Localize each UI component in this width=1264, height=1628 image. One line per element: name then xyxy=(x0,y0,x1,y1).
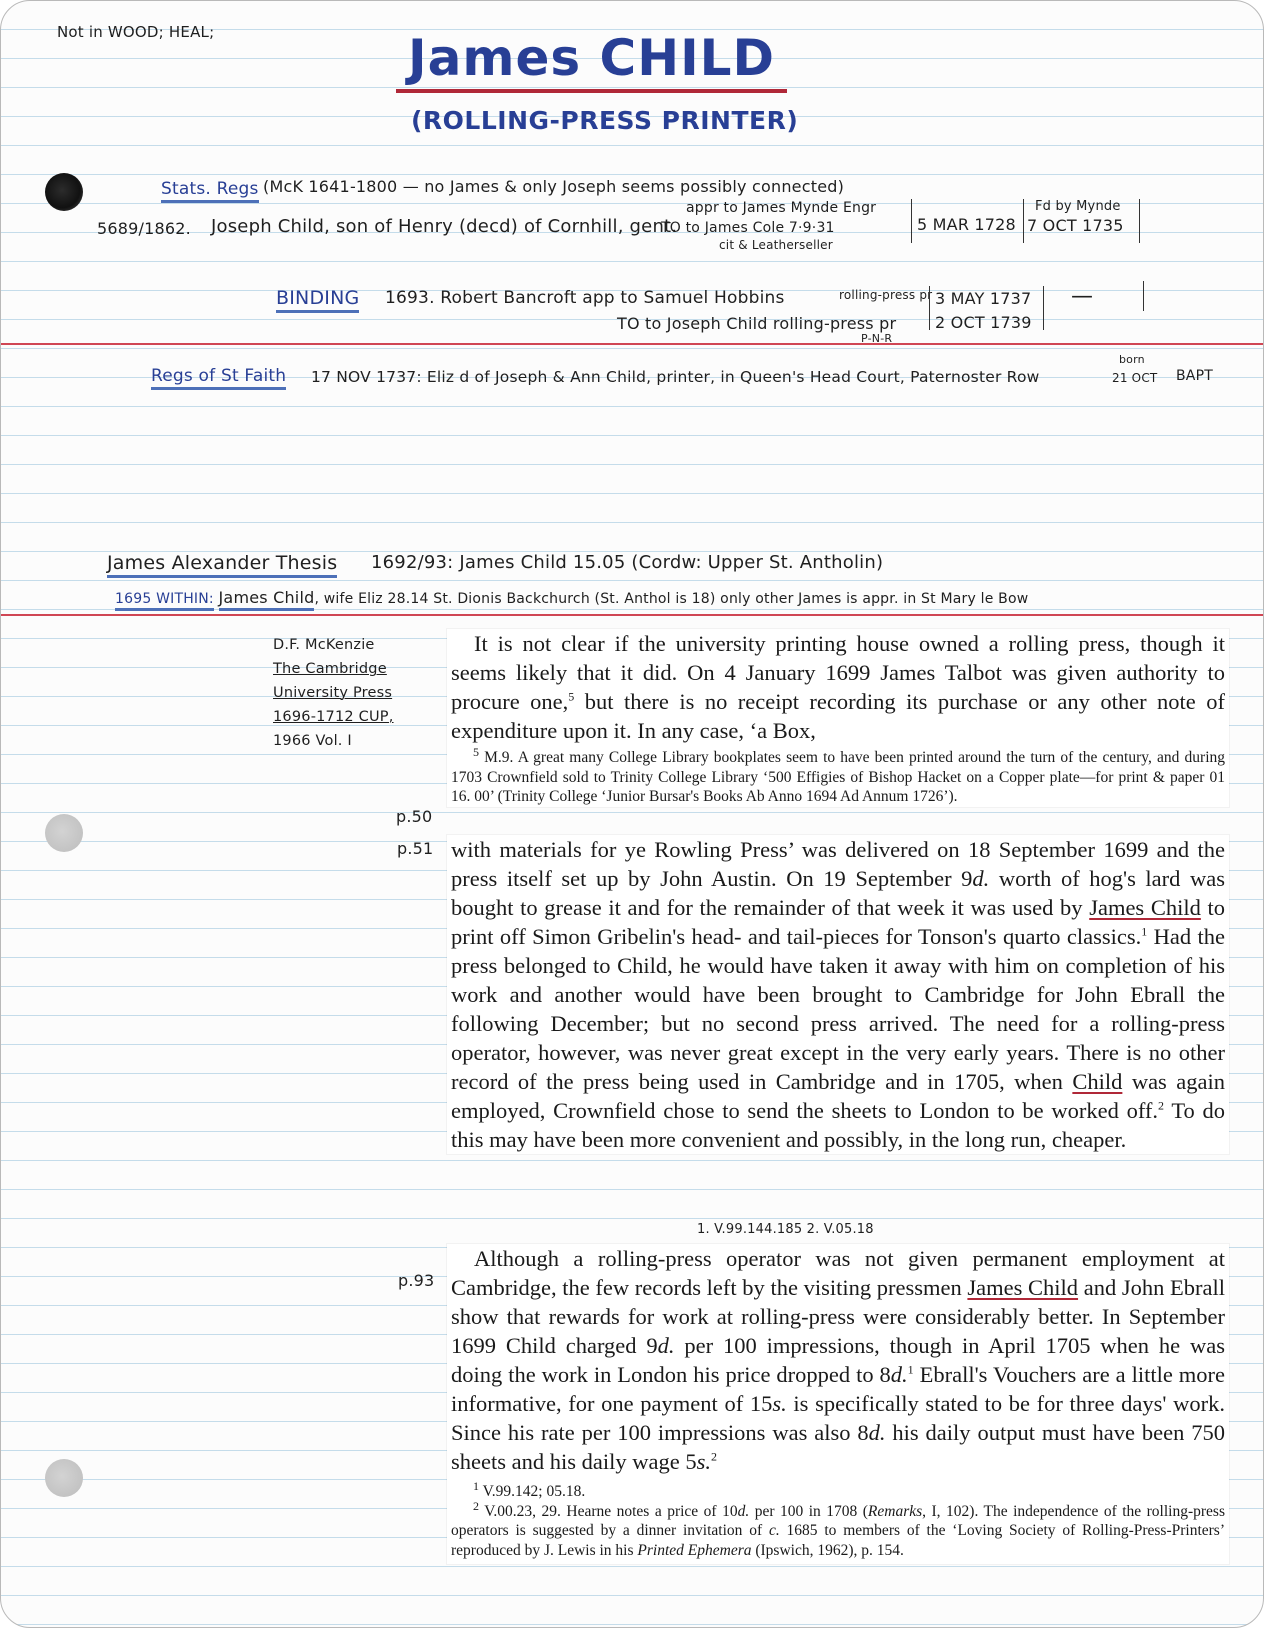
source-line-1: D.F. McKenzie xyxy=(273,637,375,653)
stats-regs-note: (McK 1641-1800 — no James & only Joseph seems possibly connected) xyxy=(263,177,845,196)
stats-col-rule-3 xyxy=(1139,199,1140,243)
excerpt-p93-fn1-text: V.99.142; 05.18. xyxy=(482,1483,586,1500)
corner-note: Not in WOOD; HEAL; xyxy=(57,23,215,41)
binding-pnr: P-N-R xyxy=(861,332,893,345)
stats-regs-date1: 5 MAR 1728 xyxy=(917,215,1016,234)
excerpt-p93-fn2-e: (Ipswich, 1962), p. 154. xyxy=(751,1541,904,1559)
excerpt-p50-body xyxy=(451,629,1225,745)
excerpt-p93-fn1 xyxy=(451,1478,1225,1502)
faith-label xyxy=(151,366,286,386)
excerpt-p93-fn2-d2: 1685 to members of the ‘Loving Society of Rolling-Press-Printers’ reproduced by J. Lewis in his xyxy=(451,1522,1225,1559)
stats-regs-date2-note: Fd by Mynde xyxy=(1035,199,1121,214)
faith-label-text: Regs of St Faith xyxy=(151,366,286,390)
excerpt-p51-body xyxy=(451,835,1225,1154)
excerpt-p50-text-b: but there is no receipt recording its purchase or any other note of expenditure upon it. In any case, ‘a Box, xyxy=(451,689,1225,743)
binding-label-text: BINDING xyxy=(276,287,359,313)
excerpt-p93-fn2-pe: Printed Ephemera xyxy=(637,1541,752,1559)
stats-regs-label xyxy=(161,179,259,199)
excerpt-p50-footnote-para xyxy=(451,744,1225,807)
excerpt-p93-name1: James Child xyxy=(967,1275,1079,1300)
stats-col-rule-1 xyxy=(911,199,912,243)
excerpt-p93-t5: is specifically stated to be for three days' work. Since his rate per 100 impressions was also 8 xyxy=(451,1391,1225,1445)
excerpt-p50-footnote xyxy=(451,744,1225,807)
stats-regs-label-text: Stats. Regs xyxy=(161,179,259,203)
binding-label xyxy=(276,287,359,309)
thesis-within-name: James Child xyxy=(219,588,315,611)
thesis-within-rest: , wife Eliz 28.14 St. Dionis Backchurch (St. Anthol is 18) only other James is appr. in St Mary le Bow xyxy=(314,591,1029,607)
excerpt-p51-t4: Had the press belonged to Child, he would have taken it away with him on completion of his work and another would have been brought to Cambridge for John Ebrall the following December; but no second press arrived. The need for a rolling-press operator, however, was never great except in the very early years. There is no other record of the press being used in Cambridge and in 1705, when xyxy=(451,924,1225,1094)
excerpt-p51-sup2: 2 xyxy=(1158,1098,1165,1113)
stats-regs-entry: Joseph Child, son of Henry (decd) of Cornhill, gent. xyxy=(211,216,678,237)
excerpt-p51-t6: To do this may have been more convenient and possibly, in the long run, cheaper. xyxy=(451,1098,1225,1152)
excerpt-p51-t5: was again employed, Crownfield chose to send the sheets to London to be worked off. xyxy=(451,1069,1225,1123)
thesis-within xyxy=(115,588,1028,607)
stats-regs-date2: 7 OCT 1735 xyxy=(1027,216,1124,235)
page-ref-93: p.93 xyxy=(398,1271,435,1290)
binding-date2: 2 OCT 1739 xyxy=(935,313,1032,332)
source-line-3: University Press xyxy=(273,685,393,701)
binder-hole-top xyxy=(45,173,83,211)
source-line-2: The Cambridge xyxy=(273,661,387,677)
excerpt-p93-fn2-num: 2 xyxy=(473,1498,479,1513)
excerpt-p93-fn2-d: d. xyxy=(737,1502,750,1520)
binding-col-rule-2 xyxy=(1043,286,1044,330)
stats-col-rule-2 xyxy=(1023,199,1024,243)
faith-entry: 17 NOV 1737: Eliz d of Joseph & Ann Child, printer, in Queen's Head Court, Paternoster Row xyxy=(311,368,1040,386)
excerpt-p51-name2: Child xyxy=(1072,1069,1123,1094)
stats-regs-to: TO to James Cole 7·9·31 xyxy=(661,220,835,236)
page-ref-51: p.51 xyxy=(397,839,434,858)
excerpt-p51-t3: to print off Simon Gribelin's head- and tail-pieces for Tonson's quarto classics. xyxy=(451,895,1225,949)
title-name xyxy=(396,29,787,93)
excerpt-p93-d1: d. xyxy=(657,1333,675,1358)
faith-born-date: 21 OCT xyxy=(1112,371,1158,385)
excerpt-p51-t2: worth of hog's lard was bought to grease it and for the remainder of that week it was used by xyxy=(451,866,1225,920)
excerpt-p93-sup2: 2 xyxy=(710,1449,717,1464)
source-line-4-text: 1696-1712 CUP, xyxy=(273,709,394,725)
excerpt-p93-t6: his daily output must have been 750 sheets and his daily wage 5 xyxy=(451,1420,1225,1474)
binding-col-rule-3 xyxy=(1143,281,1144,311)
excerpt-p51-t1: with materials for ye Rowling Press’ was delivered on 18 September 1699 and the press itself set up by John Austin. On 19 September 9 xyxy=(451,837,1225,891)
binder-hole-bottom xyxy=(45,1459,83,1497)
excerpt-p51-name1: James Child xyxy=(1089,895,1201,920)
binder-hole-middle xyxy=(45,814,83,852)
faith-born: born xyxy=(1119,353,1145,366)
title-name-text: James CHILD xyxy=(408,29,776,87)
excerpt-p93-t2: and John Ebrall show that rewards for work at rolling-press were considerably better. In September 1699 Child charged 9 xyxy=(451,1275,1225,1358)
source-note xyxy=(273,633,394,753)
excerpt-p93-s2: s. xyxy=(696,1449,711,1474)
thesis-label xyxy=(107,552,337,574)
excerpt-p93-fn2-b: per 100 in 1708 ( xyxy=(749,1502,868,1520)
excerpt-p93-t1: Although a rolling-press operator was not given permanent employment at Cambridge, the few records left by the visiting pressmen xyxy=(451,1246,1225,1300)
binding-entry: 1693. Robert Bancroft app to Samuel Hobbins xyxy=(385,288,785,308)
excerpt-p93-t3: per 100 impressions, though in April 1705 when he was doing the work in London his price dropped to 8 xyxy=(451,1333,1225,1387)
source-line-5: 1966 Vol. I xyxy=(273,733,352,749)
excerpt-p93-fn1-num: 1 xyxy=(473,1478,479,1493)
binding-to: TO to Joseph Child rolling-press pr xyxy=(617,314,897,333)
page-ref-50: p.50 xyxy=(396,807,433,826)
excerpt-p93-d2: d. xyxy=(890,1362,908,1387)
excerpt-p93-d3: d. xyxy=(868,1420,886,1445)
excerpt-p93-t4: Ebrall's Vouchers are a little more informative, for one payment of 15 xyxy=(451,1362,1226,1416)
thesis-label-text: James Alexander Thesis xyxy=(107,552,337,578)
excerpt-p93 xyxy=(447,1244,1229,1564)
thesis-within-label: 1695 WITHIN: xyxy=(115,591,214,611)
binding-date1: 3 MAY 1737 xyxy=(935,289,1032,308)
excerpt-p51-refs: 1. V.99.144.185 2. V.05.18 xyxy=(697,1222,874,1237)
excerpt-p51-d1: d. xyxy=(972,866,990,891)
title-subtitle: (ROLLING-PRESS PRINTER) xyxy=(411,106,799,135)
excerpt-p51 xyxy=(447,835,1229,1154)
binding-dash: — xyxy=(1071,284,1094,309)
excerpt-p93-s1: s. xyxy=(772,1391,787,1416)
excerpt-p93-body xyxy=(451,1244,1225,1476)
excerpt-p93-sup1: 1 xyxy=(907,1362,914,1377)
thesis-entry: 1692/93: James Child 15.05 (Cordw: Upper St. Antholin) xyxy=(371,552,884,573)
stats-regs-appr: appr to James Mynde Engr xyxy=(686,200,877,216)
excerpt-p50-sup: 5 xyxy=(568,689,575,704)
excerpt-p93-fn2-rem: Remarks xyxy=(867,1502,923,1520)
stats-regs-ref: 5689/1862. xyxy=(97,219,191,238)
excerpt-p50-fn-num: 5 xyxy=(473,744,479,759)
excerpt-p93-fn2-c: , I, 102). The independence of the rolling-press operators is suggested by a dinner invitation of xyxy=(451,1502,1225,1539)
excerpt-p93-fn2-circa: c. xyxy=(768,1522,780,1539)
binding-rp-note: rolling-press pr xyxy=(839,288,933,302)
excerpt-p50 xyxy=(447,629,1229,807)
excerpt-p50-text-a: It is not clear if the university printing house owned a rolling press, though it seems likely that it did. On 4 January 1699 James Talbot was given authority to procure one, xyxy=(451,631,1225,714)
binding-col-rule-1 xyxy=(929,286,930,330)
stats-regs-cit: cit & Leatherseller xyxy=(719,238,833,252)
faith-bapt: BAPT xyxy=(1176,368,1213,384)
excerpt-p93-footnotes xyxy=(451,1478,1225,1564)
excerpt-p93-fn2 xyxy=(451,1498,1225,1561)
excerpt-p51-sup1: 1 xyxy=(1141,924,1148,939)
source-line-4 xyxy=(273,705,394,729)
excerpt-p93-fn2-a: V.00.23, 29. Hearne notes a price of 10 xyxy=(484,1502,738,1520)
excerpt-p50-fn-text: M.9. A great many College Library bookplates seem to have been printed around the turn of the century, and during 1703 Crownfield sold to Trinity College Library ‘500 Effigies of Bishop Hacket on a Copper plate—for print & paper 01 16. 00’ (Trinity College ‘Junior Bursar's Books Ab Anno 1694 Ad Annum 1726’). xyxy=(451,749,1225,805)
